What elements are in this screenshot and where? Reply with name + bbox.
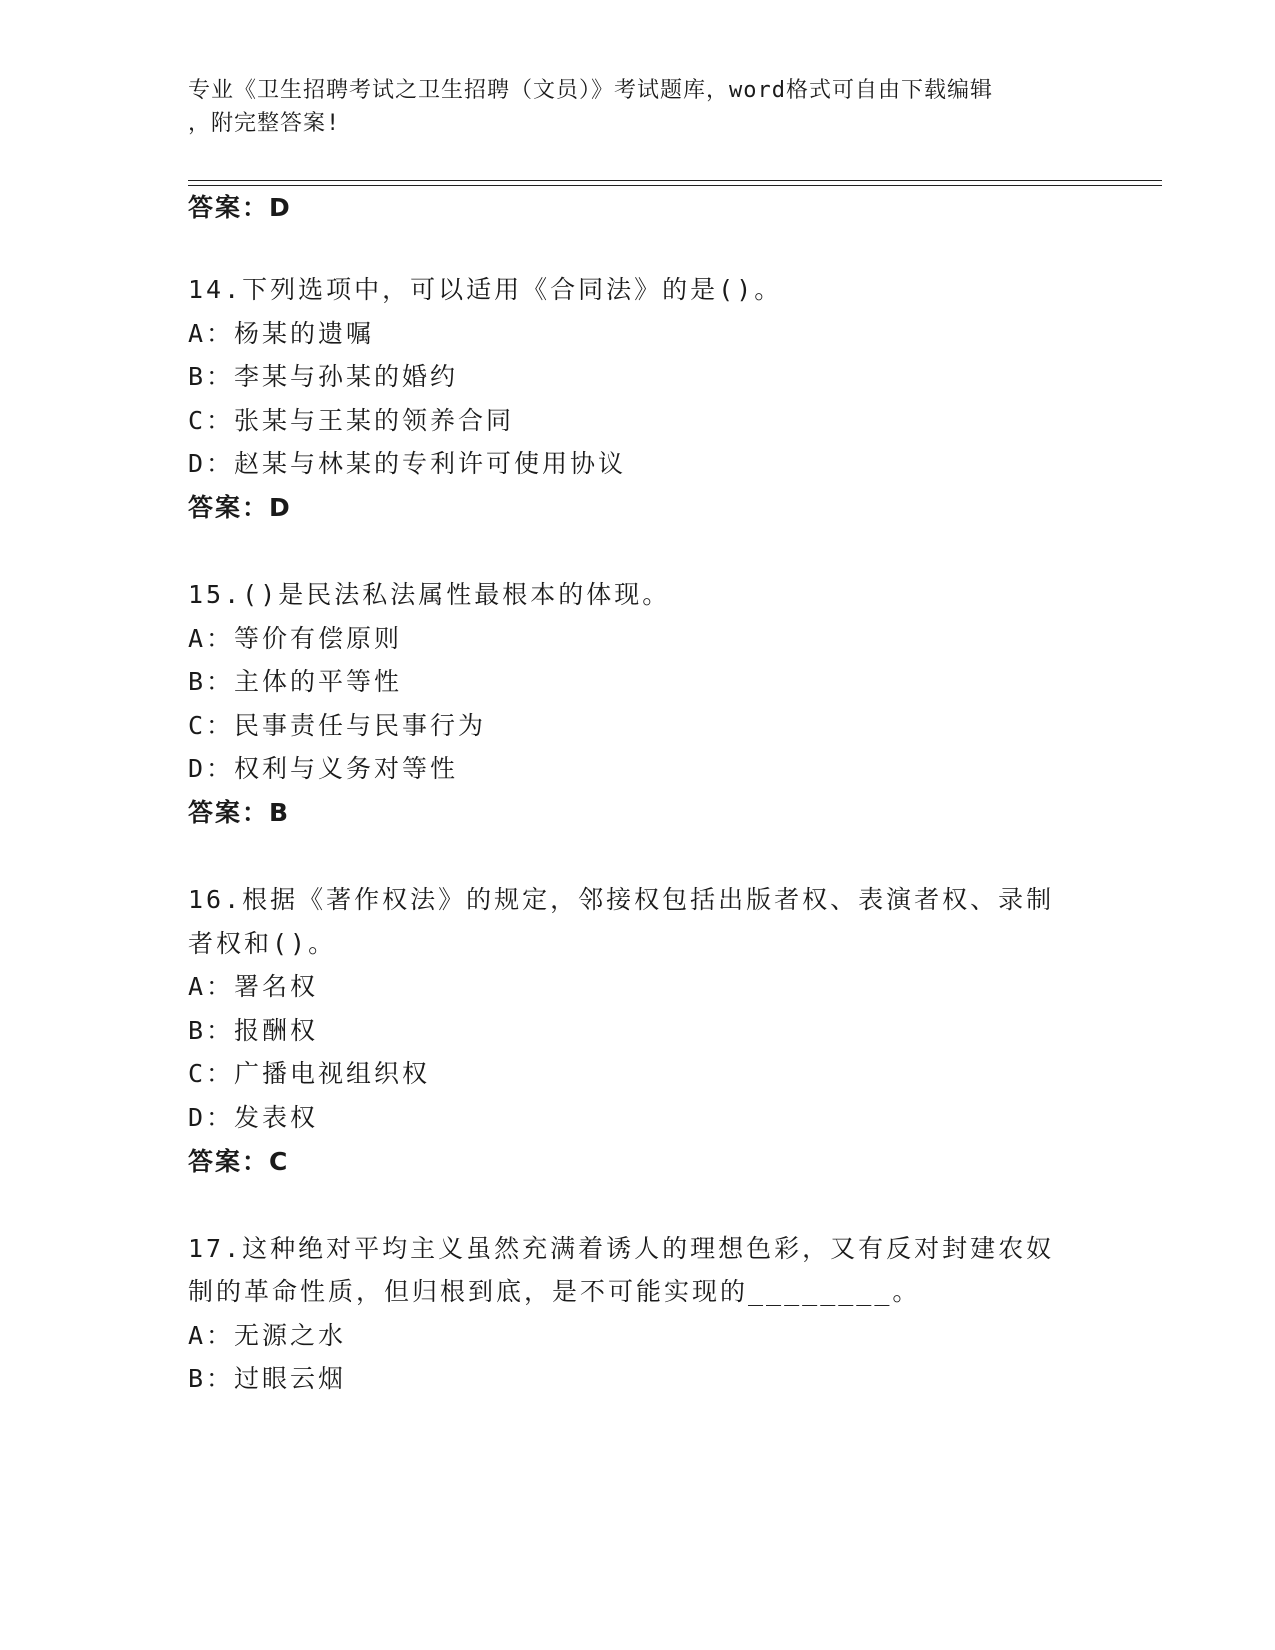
- question-17-stem-line-2: 制的革命性质，但归根到底，是不可能实现的________。: [188, 1277, 921, 1306]
- question-17-option-a: A：无源之水: [188, 1321, 347, 1350]
- question-17-stem-line-1: 17.这种绝对平均主义虽然充满着诱人的理想色彩，又有反对封建农奴: [188, 1234, 1055, 1263]
- question-16-option-c: C：广播电视组织权: [188, 1059, 431, 1088]
- header-divider-bottom: [188, 185, 1162, 186]
- previous-answer: 答案：D: [188, 193, 292, 222]
- question-15-option-a: A：等价有偿原则: [188, 624, 403, 653]
- question-15-answer: 答案：B: [188, 798, 291, 827]
- question-16-stem-line-1: 16.根据《著作权法》的规定，邻接权包括出版者权、表演者权、录制: [188, 885, 1055, 914]
- question-15-option-d: D：权利与义务对等性: [188, 754, 459, 783]
- question-14-stem: 14.下列选项中，可以适用《合同法》的是()。: [188, 275, 783, 304]
- question-16-option-b: B：报酬权: [188, 1016, 319, 1045]
- question-14-option-a: A：杨某的遗嘱: [188, 319, 375, 348]
- question-17-option-b: B：过眼云烟: [188, 1364, 347, 1393]
- question-16-stem-line-2: 者权和()。: [188, 929, 337, 958]
- question-15-option-b: B：主体的平等性: [188, 667, 403, 696]
- header-divider-top: [188, 180, 1162, 181]
- question-14-option-d: D：赵某与林某的专利许可使用协议: [188, 449, 627, 478]
- question-15-stem: 15.()是民法私法属性最根本的体现。: [188, 580, 671, 609]
- header-line-1: 专业《卫生招聘考试之卫生招聘（文员）》考试题库，word格式可自由下载编辑: [188, 78, 993, 103]
- question-15-option-c: C：民事责任与民事行为: [188, 711, 487, 740]
- question-16-answer: 答案：C: [188, 1147, 290, 1176]
- question-16-option-d: D：发表权: [188, 1103, 319, 1132]
- question-14-option-c: C：张某与王某的领养合同: [188, 406, 515, 435]
- question-16-option-a: A：署名权: [188, 972, 319, 1001]
- document-header: [188, 74, 1088, 140]
- question-14-answer: 答案：D: [188, 493, 292, 522]
- question-14-option-b: B：李某与孙某的婚约: [188, 362, 459, 391]
- header-line-2: ，附完整答案!: [188, 111, 341, 136]
